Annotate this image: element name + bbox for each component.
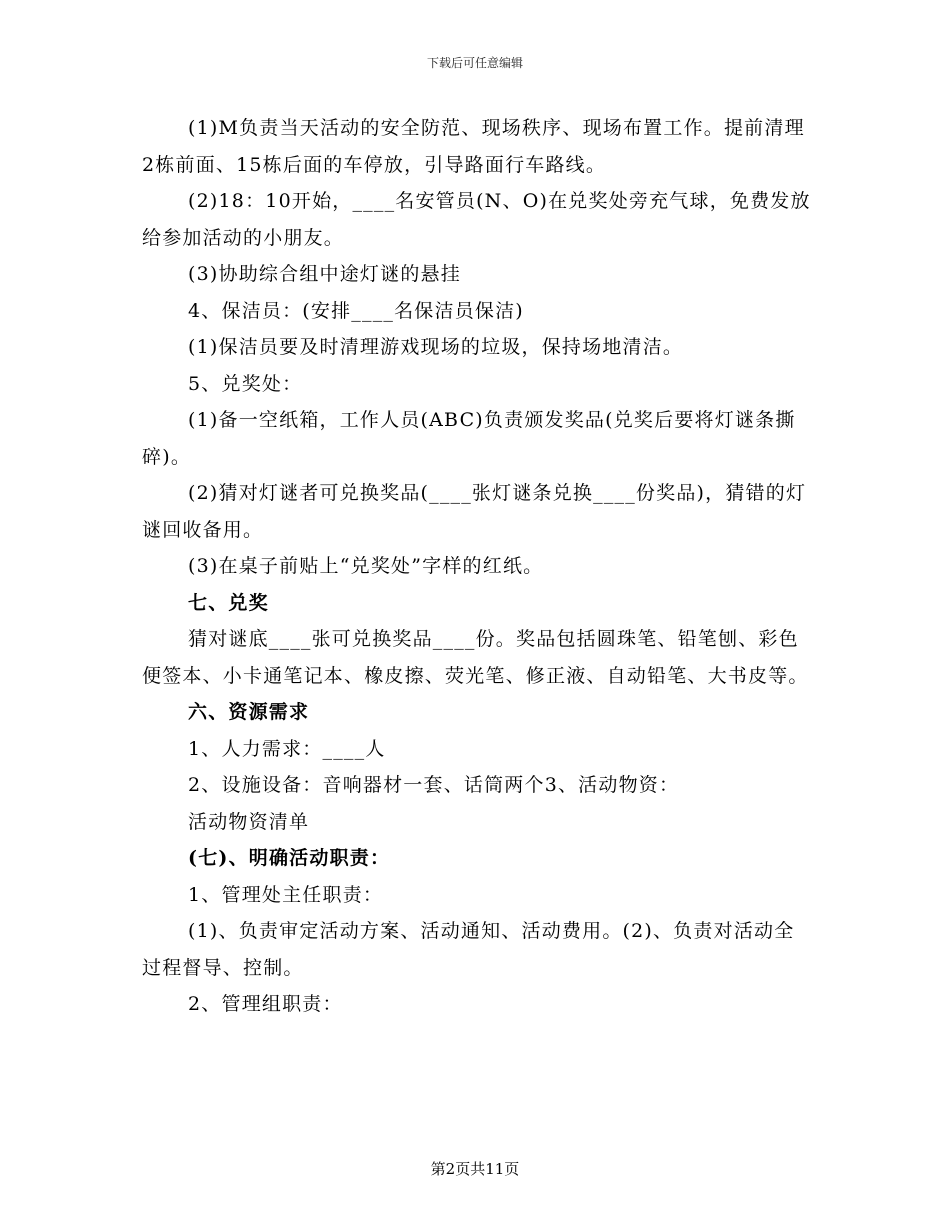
paragraph-6: 5、兑奖处： [188,372,303,395]
section-heading-resources: 六、资源需求 [188,701,310,723]
paragraph-5: (1)保洁员要及时清理游戏现场的垃圾，保持场地清洁。 [188,336,684,358]
paragraph-2: (2)18：10开始，____名安管员(N、O)在兑奖处旁充气球，免费发放给参加活动的小朋友。 [142,190,811,249]
paragraph-13: 1、人力需求：____人 [188,737,386,760]
paragraph-8: (2)猜对灯谜者可兑换奖品(____张灯谜条兑换____份奖品)，猜错的灯谜回收备用。 [142,482,807,541]
section-heading-duties: (七)、明确活动职责： [188,847,391,869]
paragraph-17: 1、管理处主任职责： [188,883,384,906]
page-footer: 第2页共11页 [430,1160,520,1178]
page-header: 下载后可任意编辑 [426,56,523,70]
paragraph-4: 4、保洁员：(安排____名保洁员保洁) [188,299,524,322]
section-heading-redeem: 七、兑奖 [188,591,269,614]
paragraph-18: (1)、负责审定活动方案、活动通知、活动费用。(2)、负责对活动全过程督导、控制。 [142,920,795,979]
paragraph-9: (3)在桌子前贴上“兑奖处”字样的红纸。 [188,555,544,577]
paragraph-7: (1)备一空纸箱，工作人员(ABC)负责颁发奖品(兑奖后要将灯谜条撕碎)。 [142,409,796,468]
paragraph-14: 2、设施设备：音响器材一套、话筒两个3、活动物资： [188,774,680,796]
paragraph-19: 2、管理组职责： [188,993,343,1015]
document-body [142,110,814,1023]
paragraph-11: 猜对谜底____张可兑换奖品____份。奖品包括圆珠笔、铅笔刨、彩色便签本、小卡通笔记本、橡皮擦、荧光笔、修正液、自动铅笔、大书皮等。 [142,628,809,687]
paragraph-15: 活动物资清单 [188,810,310,833]
paragraph-1: (1)M负责当天活动的安全防范、现场秩序、现场布置工作。提前清理2栋前面、15栋后面的车停放，引导路面行车路线。 [142,117,805,176]
paragraph-3: (3)协助综合组中途灯谜的悬挂 [188,263,461,285]
